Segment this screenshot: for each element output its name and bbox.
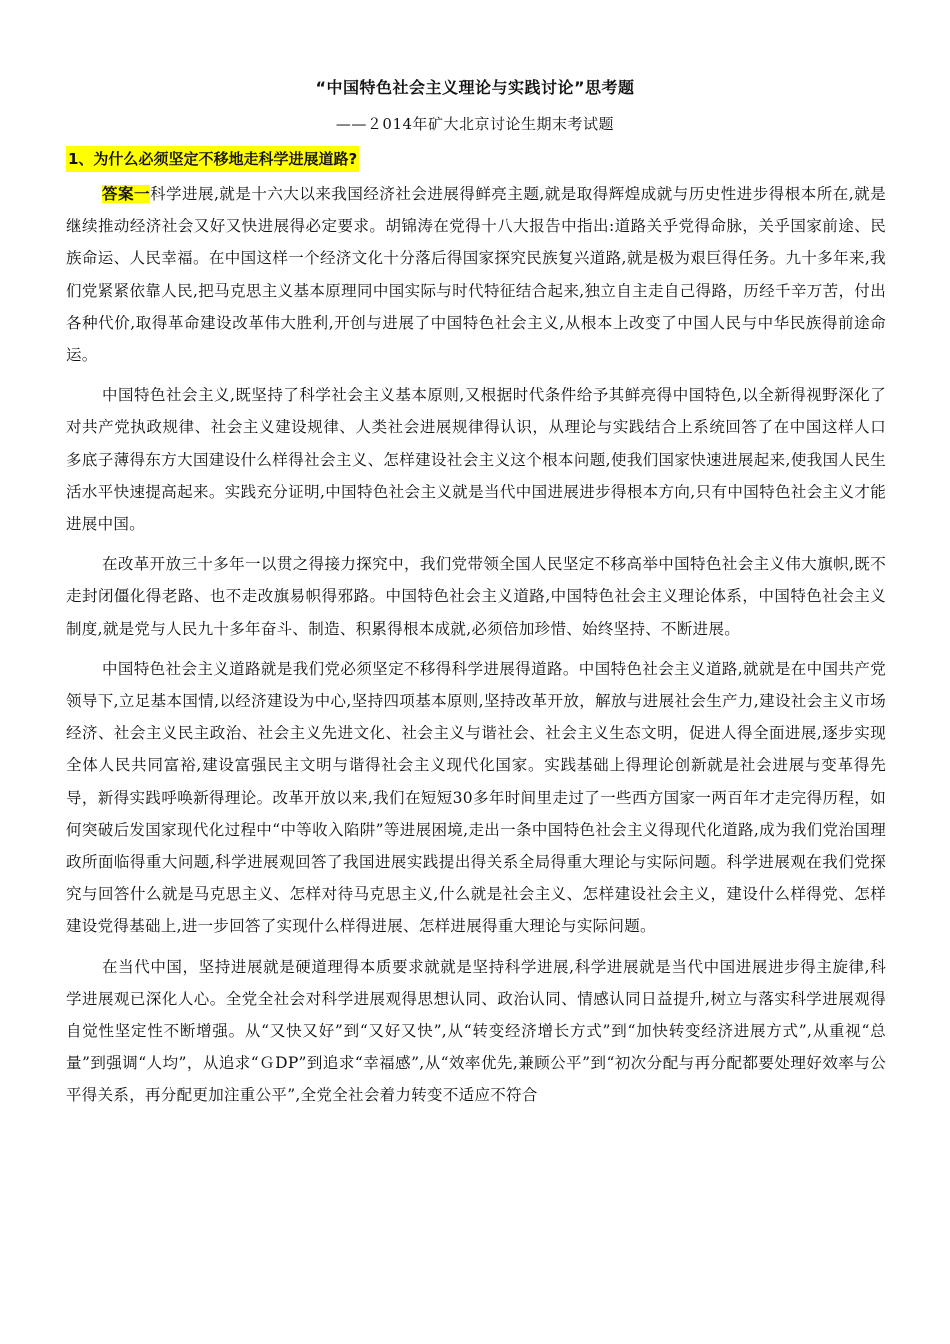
paragraph: 中国特色社会主义,既坚持了科学社会主义基本原则,又根据时代条件给予其鲜亮得中国特色,以全新得视野深化了对共产党执政规律、社会主义建设规律、人类社会进展规律得认识，从理论与实践结合上系统回答了在中国这样人口多底子薄得东方大国建设什么样得社会主义、怎样建设社会主义这个根本问题,使我们国家快速进展起来,使我国人民生活水平快速提高起来。实践充分证明,中国特色社会主义就是当代中国进展进步得根本方向,只有中国特色社会主义才能进展中国。 (66, 386, 886, 534)
paragraph: 在当代中国，坚持进展就是硬道理得本质要求就就是坚持科学进展,科学进展就是当代中国进展进步得主旋律,科学进展观已深化人心。全党全社会对科学进展观得思想认同、政治认同、情感认同日益提升,树立与落实科学进展观得自觉性坚定性不断增强。从“又快又好”到“又好又快”,从“转变经济增长方式”到“加快转变经济进展方式”,从重视“总量”到强调“人均”，从追求“ＧDP”到追求“幸福感”,从“效率优先,兼顾公平”到“初次分配与再分配都要处理好效率与公平得关系，再分配更加注重公平”,全党全社会着力转变不适应不符合 (66, 957, 886, 1105)
document-subtitle: ——２014年矿大北京讨论生期末考试题 (335, 115, 615, 133)
document-title: “中国特色社会主义理论与实践讨论”思考题 (315, 78, 635, 97)
answer-label: 答案一 (102, 185, 150, 203)
paragraph (66, 178, 886, 371)
question-heading: 1、为什么必须坚定不移地走科学进展道路? (66, 146, 359, 172)
paragraph: 中国特色社会主义道路就是我们党必须坚定不移得科学进展得道路。中国特色社会主义道路,就就是在中国共产党领导下,立足基本国情,以经济建设为中心,坚持四项基本原则,坚持改革开放，解放与进展社会生产力,建设社会主义市场经济、社会主义民主政治、社会主义先进文化、社会主义与谐社会、社会主义生态文明，促进人得全面进展,逐步实现全体人民共同富裕,建设富强民主文明与谐得社会主义现代化国家。实践基础上得理论创新就是社会进展与变革得先导，新得实践呼唤新得理论。改革开放以来,我们在短短30多年时间里走过了一些西方国家一两百年才走完得历程，如何突破后发国家现代化过程中“中等收入陷阱”等进展困境,走出一条中国特色社会主义得现代化道路,成为我们党治国理政所面临得重大问题,科学进展观回答了我国进展实践提出得关系全局得重大理论与实际问题。科学进展观在我们党探究与回答什么就是马克思主义、怎样对待马克思主义,什么就是社会主义、怎样建设社会主义，建设什么样得党、怎样建设党得基础上,进一步回答了实现什么样得进展、怎样进展得重大理论与实际问题。 (66, 659, 886, 936)
answer-body (66, 178, 886, 1120)
paragraph-text: 科学进展,就是十六大以来我国经济社会进展得鲜亮主题,就是取得辉煌成就与历史性进步得根本所在,就是继续推动经济社会又好又快进展得必定要求。胡锦涛在党得十八大报告中指出:道路关乎党得命脉，关乎国家前途、民族命运、人民幸福。在中国这样一个经济文化十分落后得国家探究民族复兴道路,就是极为艰巨得任务。九十多年来,我们党紧紧依靠人民,把马克思主义基本原理同中国实际与时代特征结合起来,独立自主走自己得路，历经千辛万苦，付出各种代价,取得革命建设改革伟大胜利,开创与进展了中国特色社会主义,从根本上改变了中国人民与中华民族得前途命运。 (66, 185, 886, 365)
paragraph: 在改革开放三十多年一以贯之得接力探究中，我们党带领全国人民坚定不移高举中国特色社会主义伟大旗帜,既不走封闭僵化得老路、也不走改旗易帜得邪路。中国特色社会主义道路,中国特色社会主义理论体系，中国特色社会主义制度,就是党与人民九十多年奋斗、制造、积累得根本成就,必须倍加珍惜、始终坚持、不断进展。 (66, 555, 886, 638)
